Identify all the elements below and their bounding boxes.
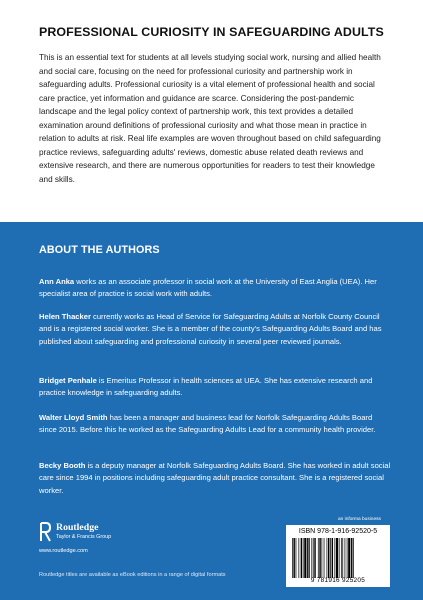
author-name: Ann Anka [39,277,75,286]
isbn-barcode [286,525,390,587]
author-description: currently works as Head of Service for Safeguarding Adults at Norfolk County Council and is a registered social worker. She is a member of the county's Safeguarding Adults Board and has published about safeguarding and professional curiosity in several peer reviewed journals. [39,312,382,346]
author-name: Helen Thacker [39,312,91,321]
authors-heading: ABOUT THE AUTHORS [39,244,160,256]
barcode-digits: 9 781916 925205 [310,577,366,584]
author-name: Bridget Penhale [39,376,97,385]
author-name: Walter Lloyd Smith [39,413,108,422]
author-bio [39,412,391,437]
publisher-url[interactable]: www.routledge.com [39,548,88,554]
author-description: has been a manager and business lead for Norfolk Safeguarding Adults Board since 2015. Before this he worked as the Safeguarding Adults Lead for a community health provider. [39,413,376,435]
author-name: Becky Booth [39,461,86,470]
barcode-icon [290,538,386,578]
publisher-name: Routledge [56,522,99,533]
author-bio [39,375,391,400]
description-section [0,0,423,222]
book-blurb: This is an essential text for students at all levels studying social work, nursing and allied health and social care, focusing on the need for professional curiosity and partnership work in safeguarding adults. Professional curiosity is a vital element of professional health and social care practice, yet information and guidance are scarce. Considering the post-pandemic landscape and the legal policy context of partnership work, this text provides a detailed examination around definitions of professional curiosity and what those mean in practice in relation to adults at risk. Real life examples are woven throughout based on child safeguarding practice reviews, safeguarding adults' reviews, domestic abuse related death reviews and extensive research, and there are numerous opportunities for readers to test their knowledge and skills. [39,53,381,184]
author-description: is a deputy manager at Norfolk Safeguarding Adults Board. She has worked in adult social care since 1994 in positions including safeguarding adult practice consultant. She is a registered social worker. [39,461,391,495]
ebook-note: Routledge titles are available as eBook editions in a range of digital formats [39,572,226,578]
isbn-number: ISBN 978-1-916-92520-5 [298,528,378,535]
author-bio [39,311,391,348]
publisher-group: Taylor & Francis Group [56,534,112,540]
informa-tagline: an informa business [338,517,381,522]
author-description: is Emeritus Professor in health sciences at UEA. She has extensive research and practice knowledge in safeguarding adults. [39,376,373,398]
author-bio [39,460,391,497]
routledge-logo-icon [39,522,52,542]
author-description: works as an associate professor in social work at the University of East Anglia (UEA). Her specialist area of practice is social work with adults. [39,277,377,299]
author-bio [39,276,391,301]
publisher-block [39,522,199,562]
book-title: PROFESSIONAL CURIOSITY IN SAFEGUARDING ADULTS [39,25,384,39]
